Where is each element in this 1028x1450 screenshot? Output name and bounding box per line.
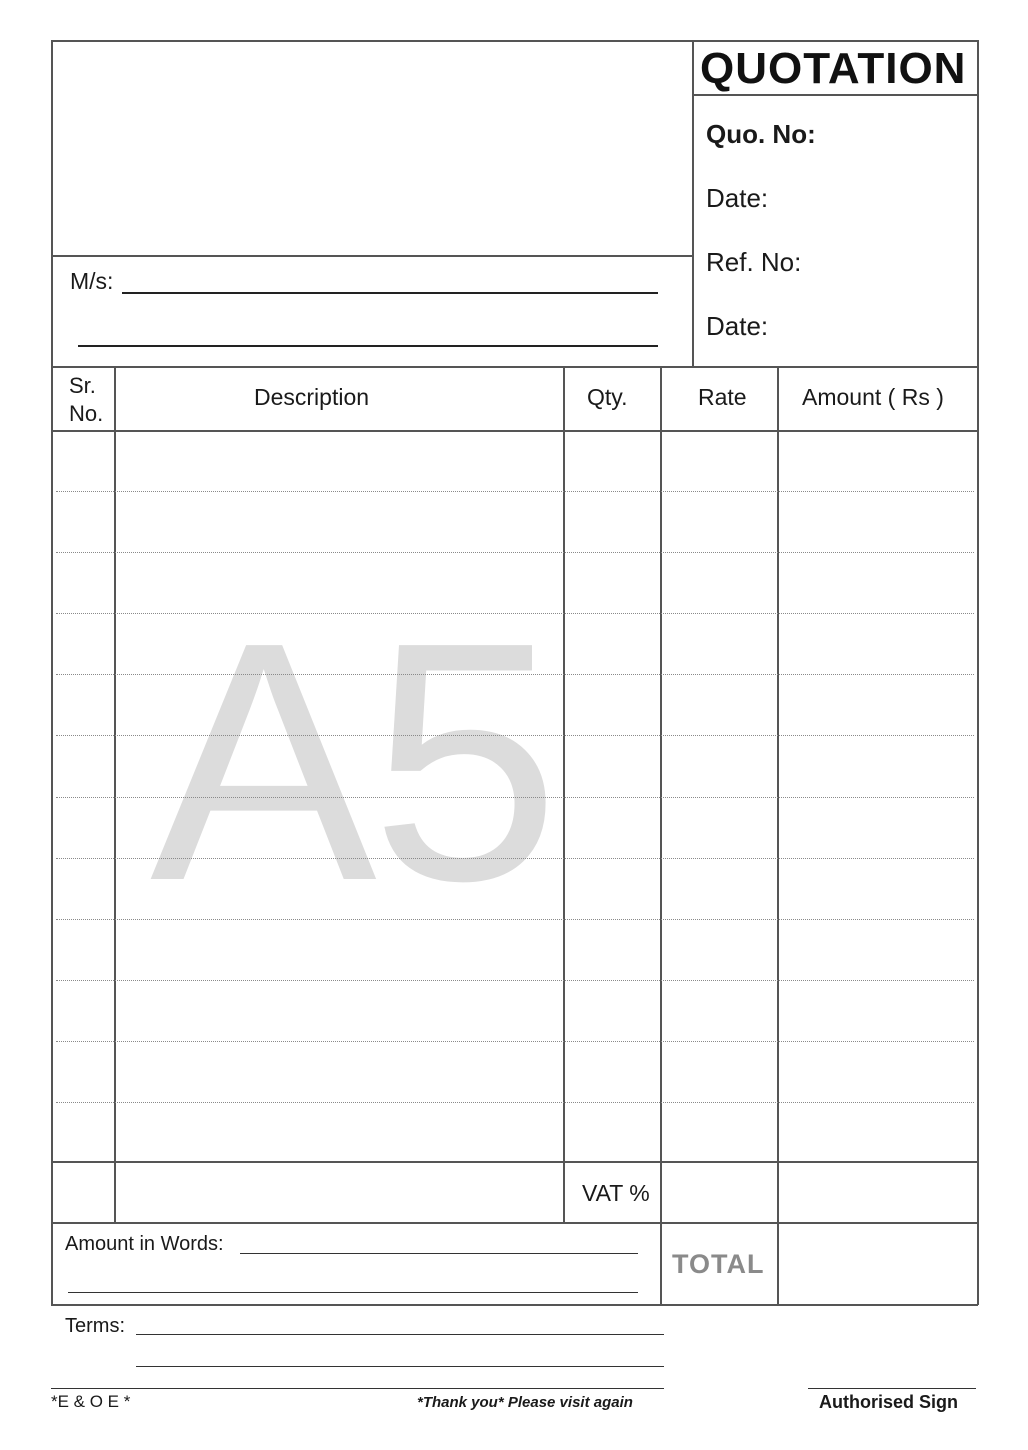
header-vertical-divider xyxy=(692,40,694,367)
frame-bottom xyxy=(51,1304,978,1306)
document-title: QUOTATION xyxy=(700,44,967,93)
table-header-bottom xyxy=(51,430,978,432)
item-row-rule xyxy=(56,980,974,981)
frame-right xyxy=(977,40,979,1305)
date-label-2: Date: xyxy=(706,311,769,341)
item-row-rule xyxy=(56,919,974,920)
watermark: A5 xyxy=(150,572,554,952)
amount-in-words-line-2[interactable] xyxy=(68,1292,638,1293)
item-row-rule xyxy=(56,735,974,736)
item-row-rule xyxy=(56,674,974,675)
item-row-rule xyxy=(56,858,974,859)
item-row-rule xyxy=(56,491,974,492)
item-row-rule xyxy=(56,613,974,614)
ms-fill-line-1[interactable] xyxy=(122,292,658,294)
vat-label: VAT % xyxy=(582,1180,650,1206)
item-row-rule xyxy=(56,552,974,553)
col-header-sr-line2: No. xyxy=(69,401,104,426)
col-divider-desc xyxy=(563,367,565,1222)
frame-left xyxy=(51,40,53,1305)
signature-line[interactable] xyxy=(808,1388,976,1389)
terms-line-1[interactable] xyxy=(136,1334,664,1335)
col-divider-rate xyxy=(777,367,779,1305)
ms-label: M/s: xyxy=(70,268,114,294)
col-divider-qty xyxy=(660,367,662,1305)
col-header-rate: Rate xyxy=(698,384,747,410)
items-bottom xyxy=(51,1161,978,1163)
terms-line-2[interactable] xyxy=(136,1366,664,1367)
header-bottom xyxy=(51,366,978,368)
eoe-note: *E & O E * xyxy=(51,1392,131,1411)
footer-rule-left xyxy=(51,1388,664,1389)
item-row-rule xyxy=(56,1102,974,1103)
vat-row-bottom xyxy=(51,1222,978,1224)
amount-in-words-line-1[interactable] xyxy=(240,1253,638,1254)
ref-no-label: Ref. No: xyxy=(706,247,802,277)
title-underline xyxy=(692,94,978,96)
col-header-qty: Qty. xyxy=(587,384,628,410)
total-label: TOTAL xyxy=(672,1249,765,1279)
item-row-rule xyxy=(56,797,974,798)
col-header-description: Description xyxy=(254,384,370,410)
ms-fill-line-2[interactable] xyxy=(78,345,658,347)
company-box-bottom xyxy=(51,255,692,257)
date-label-1: Date: xyxy=(706,183,769,213)
thank-you-note: *Thank you* Please visit again xyxy=(417,1394,633,1411)
col-divider-sr xyxy=(114,367,116,1222)
authorised-sign-label: Authorised Sign xyxy=(819,1392,958,1412)
item-row-rule xyxy=(56,1041,974,1042)
frame-top xyxy=(51,40,978,42)
amount-in-words-label: Amount in Words: xyxy=(65,1233,224,1255)
terms-label: Terms: xyxy=(65,1315,125,1337)
col-header-sr-line1: Sr. xyxy=(69,373,96,398)
col-header-amount: Amount ( Rs ) xyxy=(802,384,944,410)
quo-no-label: Quo. No: xyxy=(706,119,816,149)
